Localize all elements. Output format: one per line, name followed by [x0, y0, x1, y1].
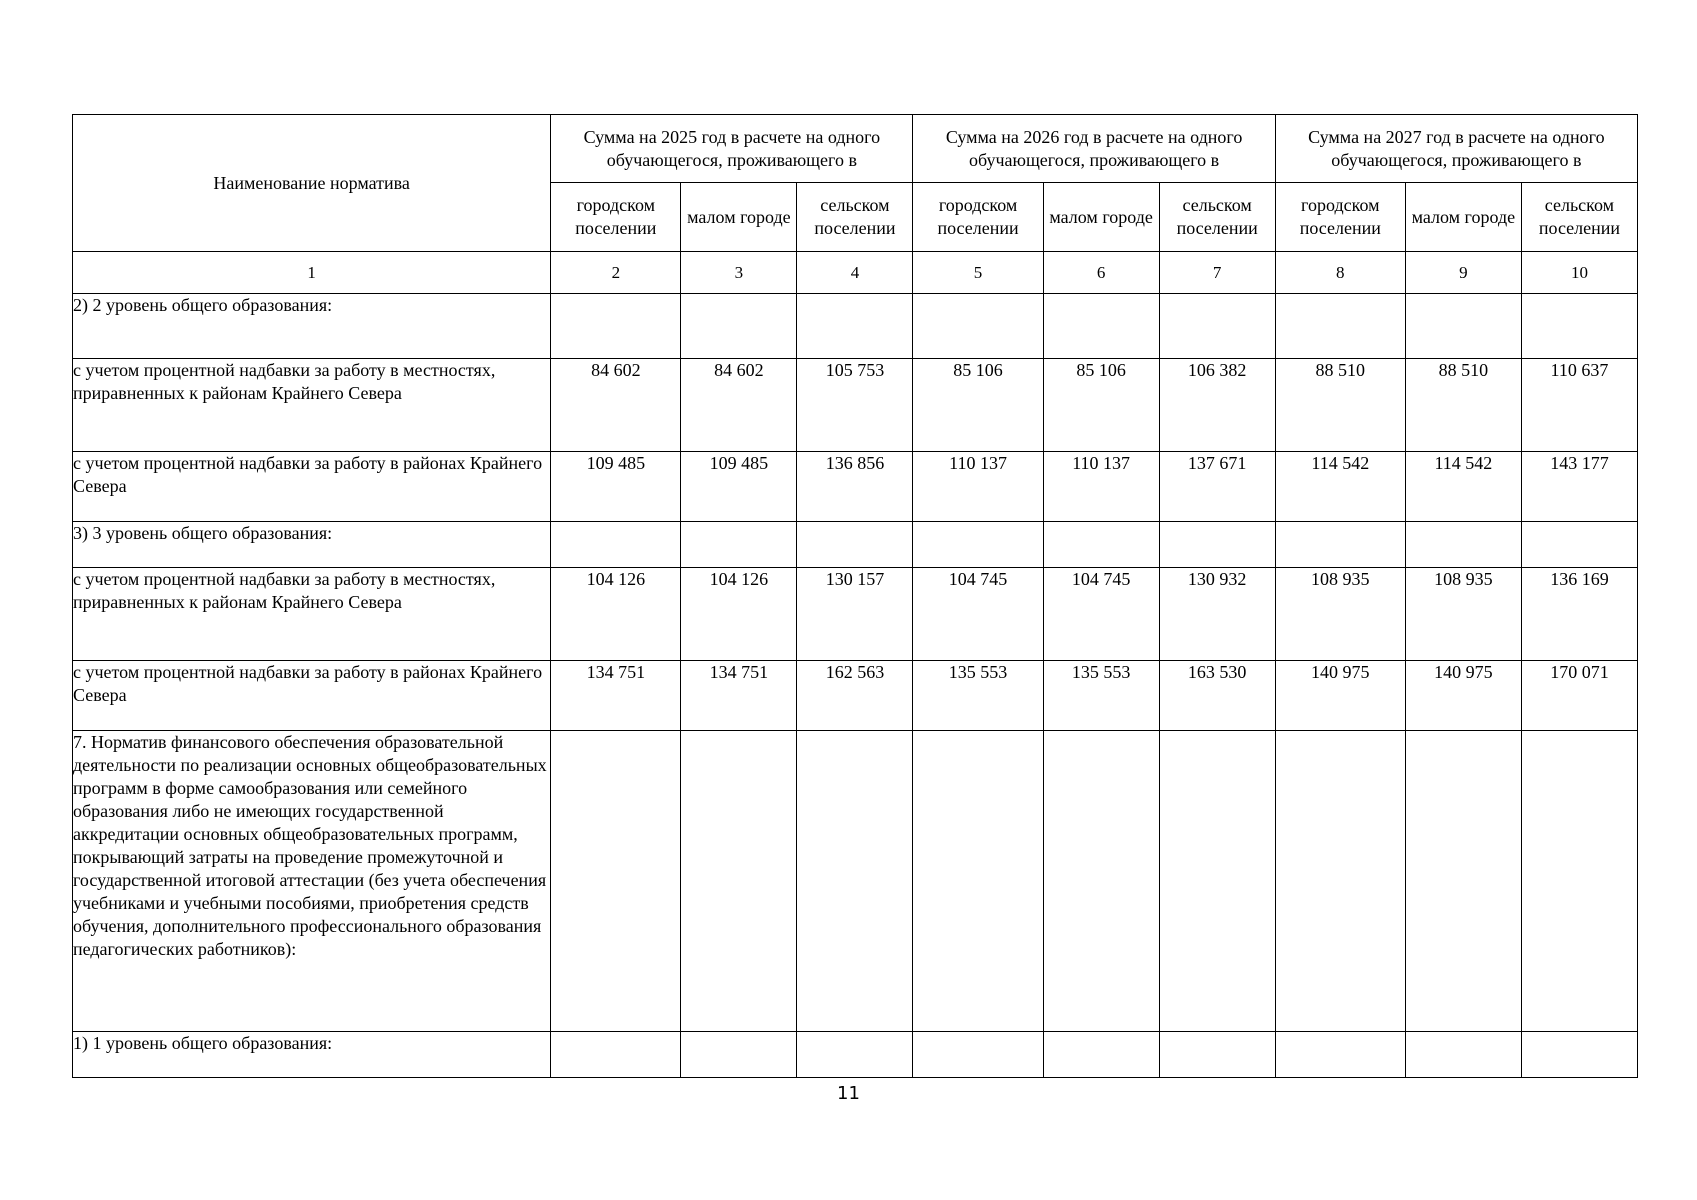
row-value — [1405, 294, 1521, 359]
row-value: 84 602 — [551, 359, 681, 452]
row-value: 140 975 — [1275, 661, 1405, 731]
row-value: 130 157 — [797, 568, 913, 661]
header-year-2027: Сумма на 2027 год в расчете на одного обучающегося, проживающего в — [1275, 115, 1637, 183]
row-value — [913, 731, 1043, 1032]
row-value — [1521, 731, 1637, 1032]
table-row — [73, 1032, 1638, 1078]
row-value: 130 932 — [1159, 568, 1275, 661]
header-urban: городском поселении — [551, 183, 681, 252]
column-number: 4 — [797, 252, 913, 294]
row-value: 110 137 — [913, 452, 1043, 522]
column-number: 10 — [1521, 252, 1637, 294]
row-value — [797, 294, 913, 359]
table-row — [73, 731, 1638, 1032]
row-value — [551, 731, 681, 1032]
row-value: 104 126 — [681, 568, 797, 661]
column-number-row — [73, 252, 1638, 294]
row-value: 135 553 — [913, 661, 1043, 731]
row-value — [1521, 522, 1637, 568]
row-value — [1275, 1032, 1405, 1078]
header-rural: сельском поселении — [1159, 183, 1275, 252]
row-value — [797, 522, 913, 568]
table-row — [73, 661, 1638, 731]
row-value: 110 637 — [1521, 359, 1637, 452]
row-value — [681, 522, 797, 568]
row-value: 135 553 — [1043, 661, 1159, 731]
normative-table — [72, 114, 1638, 1078]
row-value: 104 745 — [1043, 568, 1159, 661]
row-value — [551, 294, 681, 359]
row-value — [681, 1032, 797, 1078]
row-value: 106 382 — [1159, 359, 1275, 452]
header-small-town: малом городе — [1043, 183, 1159, 252]
table-row — [73, 568, 1638, 661]
row-value: 170 071 — [1521, 661, 1637, 731]
header-year-2026: Сумма на 2026 год в расчете на одного обучающегося, проживающего в — [913, 115, 1275, 183]
column-number: 9 — [1405, 252, 1521, 294]
row-value — [913, 522, 1043, 568]
row-value: 162 563 — [797, 661, 913, 731]
row-value — [913, 1032, 1043, 1078]
row-label: 2) 2 уровень общего образования: — [73, 294, 551, 359]
row-label: с учетом процентной надбавки за работу в местностях, приравненных к районам Крайнего Севера — [73, 359, 551, 452]
row-value — [1275, 294, 1405, 359]
row-value — [913, 294, 1043, 359]
row-label: 7. Норматив финансового обеспечения образовательной деятельности по реализации основных общеобразовательных программ в форме самообразования или семейного образования либо не имеющих государственной аккредитации основных общеобразовательных программ, покрывающий затраты на проведение промежуточной и государственной итоговой аттестации (без учета обеспечения учебниками и учебными пособиями, приобретения средств обучения, дополнительного профессионального образования педагогических работников): — [73, 731, 551, 1032]
table-row — [73, 294, 1638, 359]
row-value — [1159, 1032, 1275, 1078]
row-value — [797, 1032, 913, 1078]
column-number: 6 — [1043, 252, 1159, 294]
row-value — [1405, 1032, 1521, 1078]
row-value — [1159, 294, 1275, 359]
header-year-2025: Сумма на 2025 год в расчете на одного обучающегося, проживающего в — [551, 115, 913, 183]
header-row-years — [73, 115, 1638, 183]
column-number: 5 — [913, 252, 1043, 294]
row-label: с учетом процентной надбавки за работу в районах Крайнего Севера — [73, 452, 551, 522]
row-value: 136 169 — [1521, 568, 1637, 661]
row-value: 104 126 — [551, 568, 681, 661]
row-value — [1159, 731, 1275, 1032]
row-value — [1405, 731, 1521, 1032]
row-value — [1043, 294, 1159, 359]
row-label: 3) 3 уровень общего образования: — [73, 522, 551, 568]
row-value: 136 856 — [797, 452, 913, 522]
row-value: 140 975 — [1405, 661, 1521, 731]
row-value: 84 602 — [681, 359, 797, 452]
row-value — [551, 522, 681, 568]
row-value: 163 530 — [1159, 661, 1275, 731]
row-value: 137 671 — [1159, 452, 1275, 522]
row-value: 134 751 — [551, 661, 681, 731]
row-value — [1043, 1032, 1159, 1078]
column-number: 2 — [551, 252, 681, 294]
row-value: 108 935 — [1275, 568, 1405, 661]
row-value — [551, 1032, 681, 1078]
row-value — [797, 731, 913, 1032]
header-rural: сельском поселении — [1521, 183, 1637, 252]
row-value — [1405, 522, 1521, 568]
header-small-town: малом городе — [681, 183, 797, 252]
row-value: 109 485 — [681, 452, 797, 522]
row-label: с учетом процентной надбавки за работу в местностях, приравненных к районам Крайнего Севера — [73, 568, 551, 661]
page-number: 11 — [837, 1083, 860, 1104]
row-value: 88 510 — [1275, 359, 1405, 452]
row-value: 134 751 — [681, 661, 797, 731]
table-row — [73, 359, 1638, 452]
column-number: 7 — [1159, 252, 1275, 294]
header-rural: сельском поселении — [797, 183, 913, 252]
header-small-town: малом городе — [1405, 183, 1521, 252]
row-value — [1275, 731, 1405, 1032]
row-value — [1521, 294, 1637, 359]
row-value: 85 106 — [913, 359, 1043, 452]
row-value: 109 485 — [551, 452, 681, 522]
row-value: 108 935 — [1405, 568, 1521, 661]
table-row — [73, 452, 1638, 522]
column-number: 8 — [1275, 252, 1405, 294]
table-row — [73, 522, 1638, 568]
row-value: 104 745 — [913, 568, 1043, 661]
row-value — [1275, 522, 1405, 568]
row-value — [1043, 731, 1159, 1032]
column-number: 3 — [681, 252, 797, 294]
row-value — [1043, 522, 1159, 568]
row-value: 105 753 — [797, 359, 913, 452]
row-value: 143 177 — [1521, 452, 1637, 522]
row-value — [1521, 1032, 1637, 1078]
row-label: с учетом процентной надбавки за работу в районах Крайнего Севера — [73, 661, 551, 731]
row-value: 110 137 — [1043, 452, 1159, 522]
header-urban: городском поселении — [913, 183, 1043, 252]
row-value: 114 542 — [1405, 452, 1521, 522]
row-label: 1) 1 уровень общего образования: — [73, 1032, 551, 1078]
row-value — [681, 294, 797, 359]
row-value — [1159, 522, 1275, 568]
column-number: 1 — [73, 252, 551, 294]
row-value: 85 106 — [1043, 359, 1159, 452]
header-urban: городском поселении — [1275, 183, 1405, 252]
header-normative-name: Наименование норматива — [73, 115, 551, 252]
row-value: 88 510 — [1405, 359, 1521, 452]
row-value — [681, 731, 797, 1032]
row-value: 114 542 — [1275, 452, 1405, 522]
